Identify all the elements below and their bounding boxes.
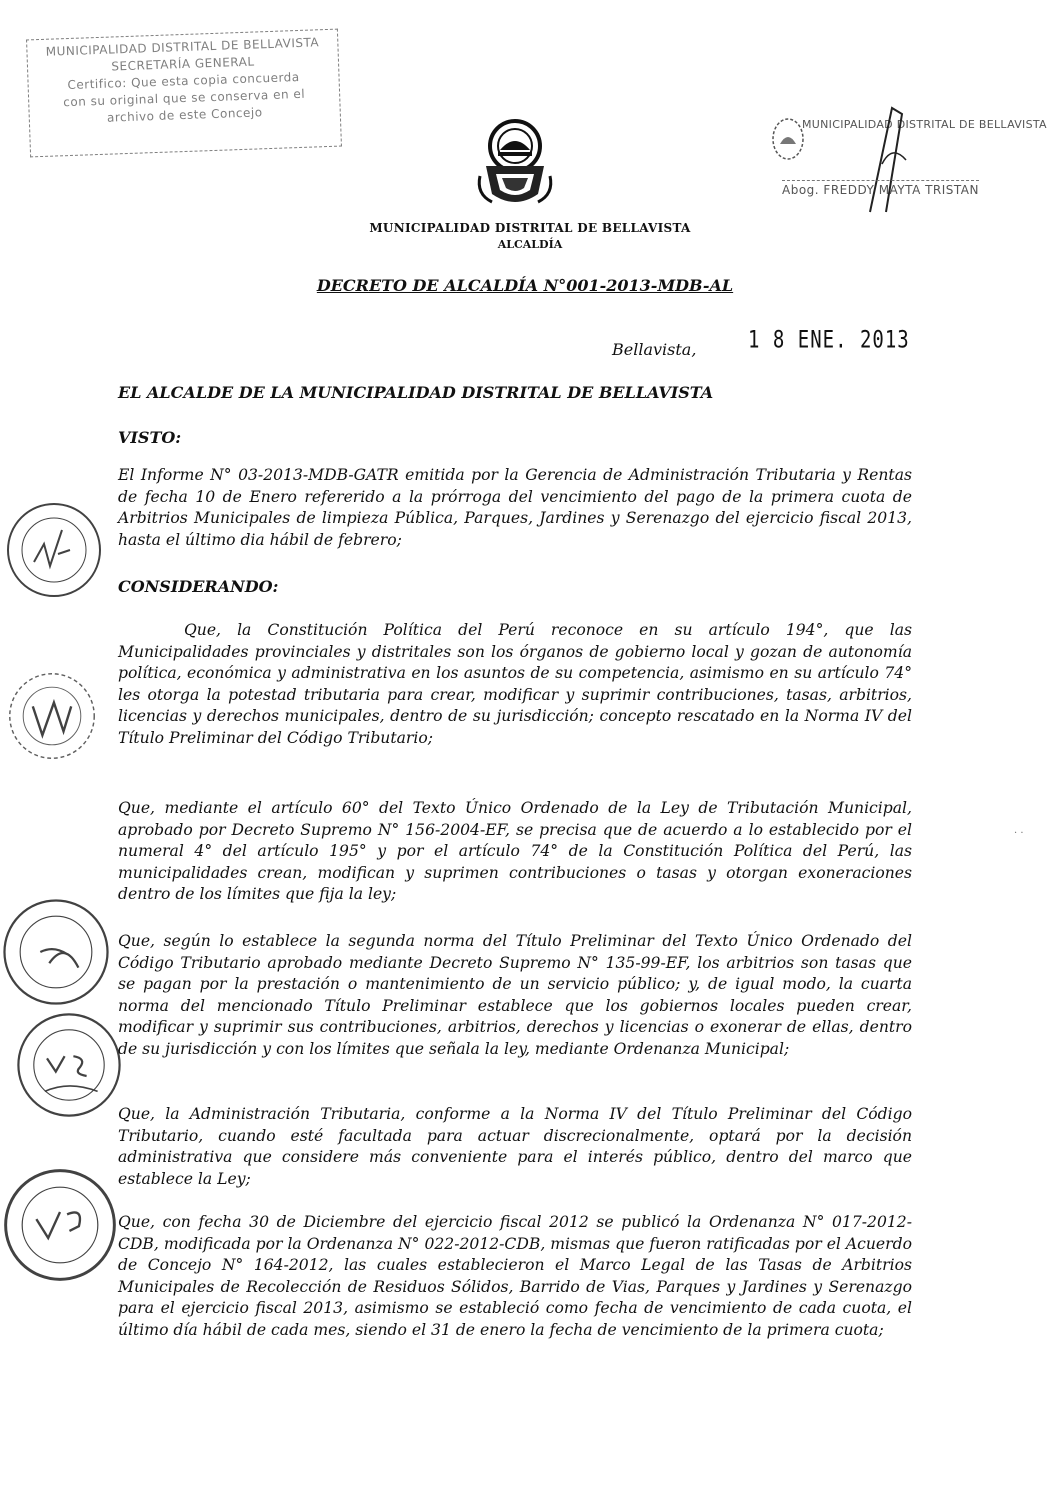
certification-stamp (26, 29, 342, 158)
approval-seal-icon (0, 896, 112, 1008)
stamp-line: SECRETARÍA GENERAL (111, 54, 255, 74)
considerando-paragraph: Que, mediante el artículo 60° del Texto Único Ordenado de la Ley de Tributación Municipal, aprobado por Decreto Supremo N° 156-2004-EF, se precisa que de acuerdo a lo establecido por el numeral 4° del artículo 195° y por el artículo 74° de la Constitución Política del Perú, las municipalidades crean, modifican y suprimen contribuciones o tasas y otorgan exoneraciones dentro de los límites que fija la ley; (118, 799, 912, 904)
considerando-paragraph: Que, según lo establece la segunda norma del Título Preliminar del Texto Único Ordenado del Código Tributario aprobado mediante Decreto Supremo N° 135-99-EF, los arbitrios son tasas que se pagan por la prestación o mantenimiento de un servicio público; y, de igual modo, la cuarta norma del mencionado Título Preliminar establece que los gobiernos locales pueden crear, modificar y suprimir sus contribuciones, arbitrios, derechos y licencias o exonerar de ellas, dentro de su jurisdicción y con los límites que señala la ley, mediante Ordenanza Municipal; (118, 932, 912, 1058)
signature-stamp-title: MUNICIPALIDAD DISTRITAL DE BELLAVISTA (802, 118, 1047, 131)
municipal-crest-icon (472, 116, 558, 212)
margin-mark: · · (1014, 828, 1024, 839)
visto-paragraph: El Informe N° 03-2013-MDB-GATR emitida por la Gerencia de Administración Tributaria y Rentas de fecha 10 de Enero refererido a la prórroga del vencimiento del pago de la primera cuota de Arbitrios Municipales de limpieza Pública, Parques, Jardines y Serenazgo del ejercicio fiscal 2013, hasta el último dia hábil de febrero; (118, 466, 912, 549)
stamp-line: MUNICIPALIDAD DISTRITAL DE BELLAVISTA (45, 35, 320, 59)
considerando-paragraph: Que, la Administración Tributaria, conforme a la Norma IV del Título Preliminar del Código Tributario, cuando esté facultada para actuar discrecionalmente, optará por la decisión administrativa que considere más conveniente para el interés público, dentro del marco que establece la Ley; (118, 1105, 912, 1188)
seal-icon (770, 114, 806, 164)
signature-stamp (770, 104, 1047, 214)
visto-heading: VISTO: (118, 428, 182, 447)
decree-title: DECRETO DE ALCALDÍA N°001-2013-MDB-AL (316, 276, 734, 295)
signature-icon (862, 104, 922, 214)
stamp-line: con su original que se conserva en el (63, 86, 306, 110)
approval-seal-icon (14, 1010, 124, 1120)
decree-place: Bellavista, (612, 340, 697, 359)
considerando-paragraph: Que, con fecha 30 de Diciembre del ejercicio fiscal 2012 se publicó la Ordenanza N° 017-2012-CDB, modificada por la Ordenanza N° 022-2012-CDB, mismas que fueron ratificadas por el Acuerdo de Concejo N° 164-2012, las cuales establecieron el Marco Legal de las Tasas de Arbitrios Municipales de Recolección de Residuos Sólidos, Barrido de Vias, Parques y Jardines y Serenazgo para el ejercicio fiscal 2013, asimismo se estableció como fecha de vencimiento de cada cuota, el último día hábil de cada mes, siendo el 31 de enero la fecha de vencimiento de la primera cuota; (118, 1213, 912, 1339)
stamp-line: Certifico: Que esta copia concuerda (67, 69, 300, 93)
considerando-paragraph: Que, la Constitución Política del Perú reconoce en su artículo 194°, que las Municipalidades provinciales y distritales son los órganos de gobierno local y gozan de autonomía política, económica y administrativa en los asuntos de su competencia, asimismo en su artículo 74° les otorga la potestad tributaria para crear, modificar y suprimir contribuciones, tasas, arbitrios, licencias y derechos municipales, dentro de su jurisdicción; concepto rescatado en la Norma IV del Título Preliminar del Código Tributario; (118, 621, 912, 747)
signature-stamp-name: Abog. FREDDY MAYTA TRISTAN (782, 180, 979, 197)
approval-seal-icon (4, 668, 100, 764)
institution-name: MUNICIPALIDAD DISTRITAL DE BELLAVISTA (369, 221, 691, 235)
approval-seal-icon (0, 1160, 120, 1290)
office-name: ALCALDÍA (497, 238, 563, 251)
considerando-heading: CONSIDERANDO: (118, 577, 279, 596)
authority-heading: EL ALCALDE DE LA MUNICIPALIDAD DISTRITAL DE BELLAVISTA (118, 383, 714, 402)
date-stamp: 1 8 ENE. 2013 (748, 326, 910, 354)
approval-seal-icon (4, 500, 104, 600)
stamp-line: archivo de este Concejo (106, 105, 263, 125)
